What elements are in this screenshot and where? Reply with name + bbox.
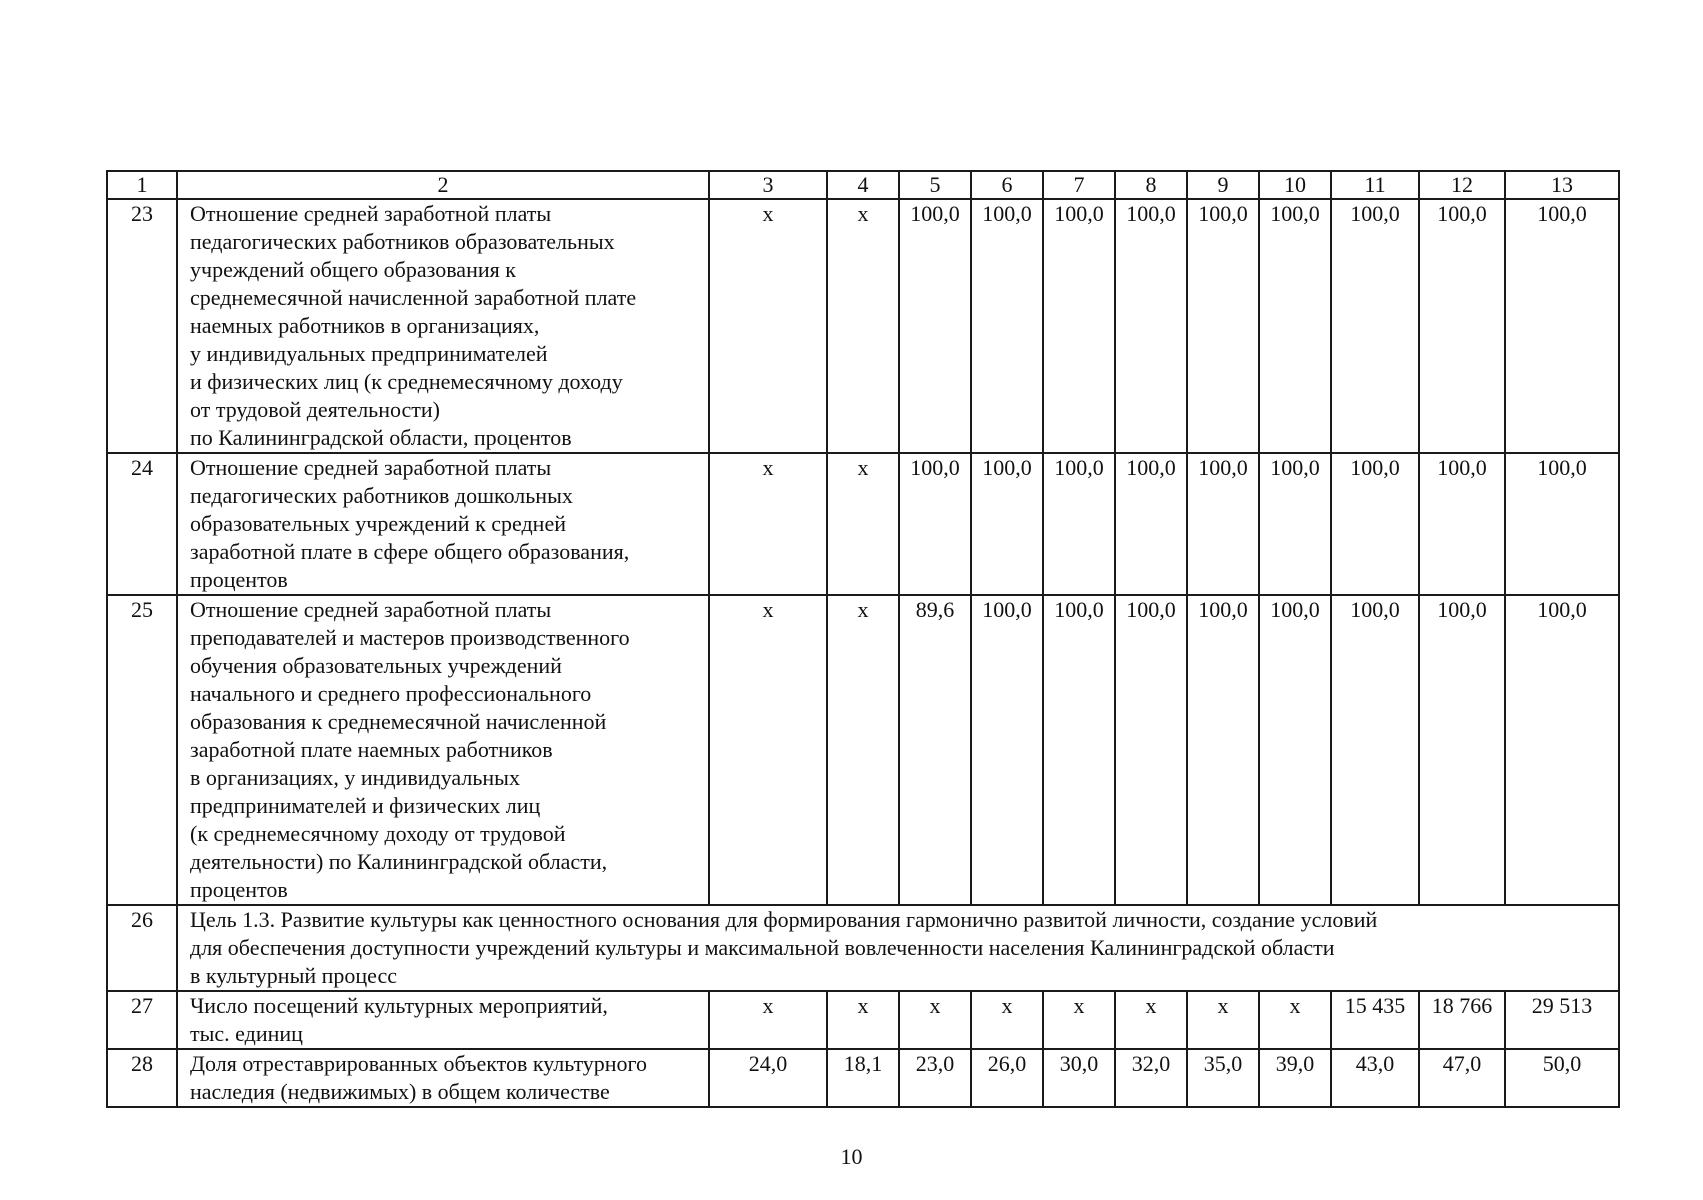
value-cell: 100,0 — [899, 199, 971, 453]
header-cell: 3 — [709, 171, 827, 199]
header-cell: 13 — [1505, 171, 1619, 199]
header-cell: 4 — [827, 171, 899, 199]
description-line: педагогических работников дошкольных — [190, 483, 573, 508]
goal-line: для обеспечения доступности учреждений культуры и максимальной вовлеченности населения Калининградской области — [190, 935, 1335, 960]
description-line: тыс. единиц — [190, 1021, 303, 1046]
value-cell: 43,0 — [1331, 1049, 1419, 1107]
value-cell: 100,0 — [971, 199, 1043, 453]
value-cell: 30,0 — [1043, 1049, 1115, 1107]
description-line: у индивидуальных предпринимателей — [190, 341, 548, 366]
value-cell: 100,0 — [1115, 595, 1187, 905]
description-line: (к среднемесячному доходу от трудовой — [190, 821, 566, 846]
table-row — [107, 1049, 1619, 1107]
value-cell: 100,0 — [1505, 199, 1619, 453]
row-number: 26 — [107, 905, 177, 991]
description-line: Число посещений культурных мероприятий, — [190, 993, 608, 1018]
value-cell: 100,0 — [1043, 199, 1115, 453]
description-line: наемных работников в организациях, — [190, 313, 540, 338]
value-cell: х — [709, 453, 827, 595]
description-line: процентов — [190, 877, 288, 902]
value-cell: 100,0 — [1187, 595, 1259, 905]
value-cell: 100,0 — [1419, 199, 1505, 453]
description-line: деятельности) по Калининградской области, — [190, 849, 608, 874]
value-cell: 100,0 — [1419, 453, 1505, 595]
goal-line: Цель 1.3. Развитие культуры как ценностного основания для формирования гармонично развитой личности, создание условий — [190, 907, 1378, 932]
description-line: образования к среднемесячной начисленной — [190, 709, 607, 734]
value-cell: 100,0 — [1259, 199, 1331, 453]
value-cell: х — [1043, 991, 1115, 1049]
value-cell: х — [709, 991, 827, 1049]
value-cell: 100,0 — [1043, 595, 1115, 905]
description-line: педагогических работников образовательных — [190, 229, 615, 254]
value-cell: 32,0 — [1115, 1049, 1187, 1107]
description-line: от трудовой деятельности) — [190, 397, 441, 422]
value-cell: 100,0 — [1115, 199, 1187, 453]
header-cell: 8 — [1115, 171, 1187, 199]
row-number: 23 — [107, 199, 177, 453]
description-line: образовательных учреждений к средней — [190, 511, 566, 536]
header-cell: 12 — [1419, 171, 1505, 199]
description-line: среднемесячной начисленной заработной плате — [190, 285, 637, 310]
description-line: учреждений общего образования к — [190, 257, 516, 282]
value-cell: х — [827, 453, 899, 595]
table-row — [107, 453, 1619, 595]
value-cell: 100,0 — [1187, 453, 1259, 595]
value-cell: х — [709, 595, 827, 905]
value-cell: 23,0 — [899, 1049, 971, 1107]
description-line: Отношение средней заработной платы — [190, 201, 552, 226]
value-cell: 100,0 — [971, 595, 1043, 905]
value-cell: 35,0 — [1187, 1049, 1259, 1107]
indicator-description — [177, 1049, 709, 1107]
description-line: в организациях, у индивидуальных — [190, 765, 520, 790]
value-cell: х — [827, 991, 899, 1049]
table-row — [107, 595, 1619, 905]
indicator-description — [177, 595, 709, 905]
header-row — [107, 171, 1619, 199]
row-number: 28 — [107, 1049, 177, 1107]
description-line: заработной плате наемных работников — [190, 737, 553, 762]
value-cell: 50,0 — [1505, 1049, 1619, 1107]
row-number: 25 — [107, 595, 177, 905]
description-line: Отношение средней заработной платы — [190, 455, 552, 480]
goal-line: в культурный процесс — [190, 963, 398, 988]
goal-row — [107, 905, 1619, 991]
value-cell: 100,0 — [1043, 453, 1115, 595]
value-cell: 100,0 — [1331, 199, 1419, 453]
value-cell: 29 513 — [1505, 991, 1619, 1049]
value-cell: х — [1259, 991, 1331, 1049]
header-cell: 11 — [1331, 171, 1419, 199]
header-cell: 7 — [1043, 171, 1115, 199]
row-number: 24 — [107, 453, 177, 595]
value-cell: 89,6 — [899, 595, 971, 905]
value-cell: 100,0 — [1419, 595, 1505, 905]
description-line: обучения образовательных учреждений — [190, 653, 562, 678]
header-cell: 1 — [107, 171, 177, 199]
page-number: 10 — [840, 1144, 863, 1169]
value-cell: 100,0 — [899, 453, 971, 595]
indicator-description — [177, 991, 709, 1049]
value-cell: 39,0 — [1259, 1049, 1331, 1107]
header-cell: 5 — [899, 171, 971, 199]
description-line: и физических лиц (к среднемесячному доходу — [190, 369, 623, 394]
value-cell: 100,0 — [1115, 453, 1187, 595]
value-cell: 100,0 — [1505, 595, 1619, 905]
value-cell: 100,0 — [1259, 453, 1331, 595]
description-line: по Калининградской области, процентов — [190, 425, 572, 450]
description-line: заработной плате в сфере общего образования, — [190, 539, 630, 564]
value-cell: х — [827, 595, 899, 905]
header-cell: 2 — [177, 171, 709, 199]
value-cell: 24,0 — [709, 1049, 827, 1107]
description-line: наследия (недвижимых) в общем количестве — [190, 1079, 610, 1104]
description-line: Доля отреставрированных объектов культурного — [190, 1051, 648, 1076]
value-cell: 15 435 — [1331, 991, 1419, 1049]
goal-description — [177, 905, 1619, 991]
header-cell: 10 — [1259, 171, 1331, 199]
value-cell: 18,1 — [827, 1049, 899, 1107]
value-cell: х — [709, 199, 827, 453]
header-cell: 6 — [971, 171, 1043, 199]
value-cell: 100,0 — [1331, 453, 1419, 595]
indicator-description — [177, 453, 709, 595]
header-cell: 9 — [1187, 171, 1259, 199]
value-cell: 100,0 — [1505, 453, 1619, 595]
row-number: 27 — [107, 991, 177, 1049]
description-line: предпринимателей и физических лиц — [190, 793, 541, 818]
description-line: преподавателей и мастеров производственного — [190, 625, 630, 650]
table-row — [107, 199, 1619, 453]
value-cell: 26,0 — [971, 1049, 1043, 1107]
description-line: Отношение средней заработной платы — [190, 597, 552, 622]
value-cell: х — [1187, 991, 1259, 1049]
value-cell: 100,0 — [1331, 595, 1419, 905]
value-cell: 100,0 — [1259, 595, 1331, 905]
indicator-description — [177, 199, 709, 453]
value-cell: х — [971, 991, 1043, 1049]
value-cell: х — [899, 991, 971, 1049]
value-cell: 47,0 — [1419, 1049, 1505, 1107]
value-cell: 100,0 — [1187, 199, 1259, 453]
description-line: процентов — [190, 567, 288, 592]
description-line: начального и среднего профессионального — [190, 681, 592, 706]
value-cell: 100,0 — [971, 453, 1043, 595]
value-cell: 18 766 — [1419, 991, 1505, 1049]
value-cell: х — [827, 199, 899, 453]
table-row — [107, 991, 1619, 1049]
value-cell: х — [1115, 991, 1187, 1049]
indicators-table — [106, 170, 1620, 1108]
